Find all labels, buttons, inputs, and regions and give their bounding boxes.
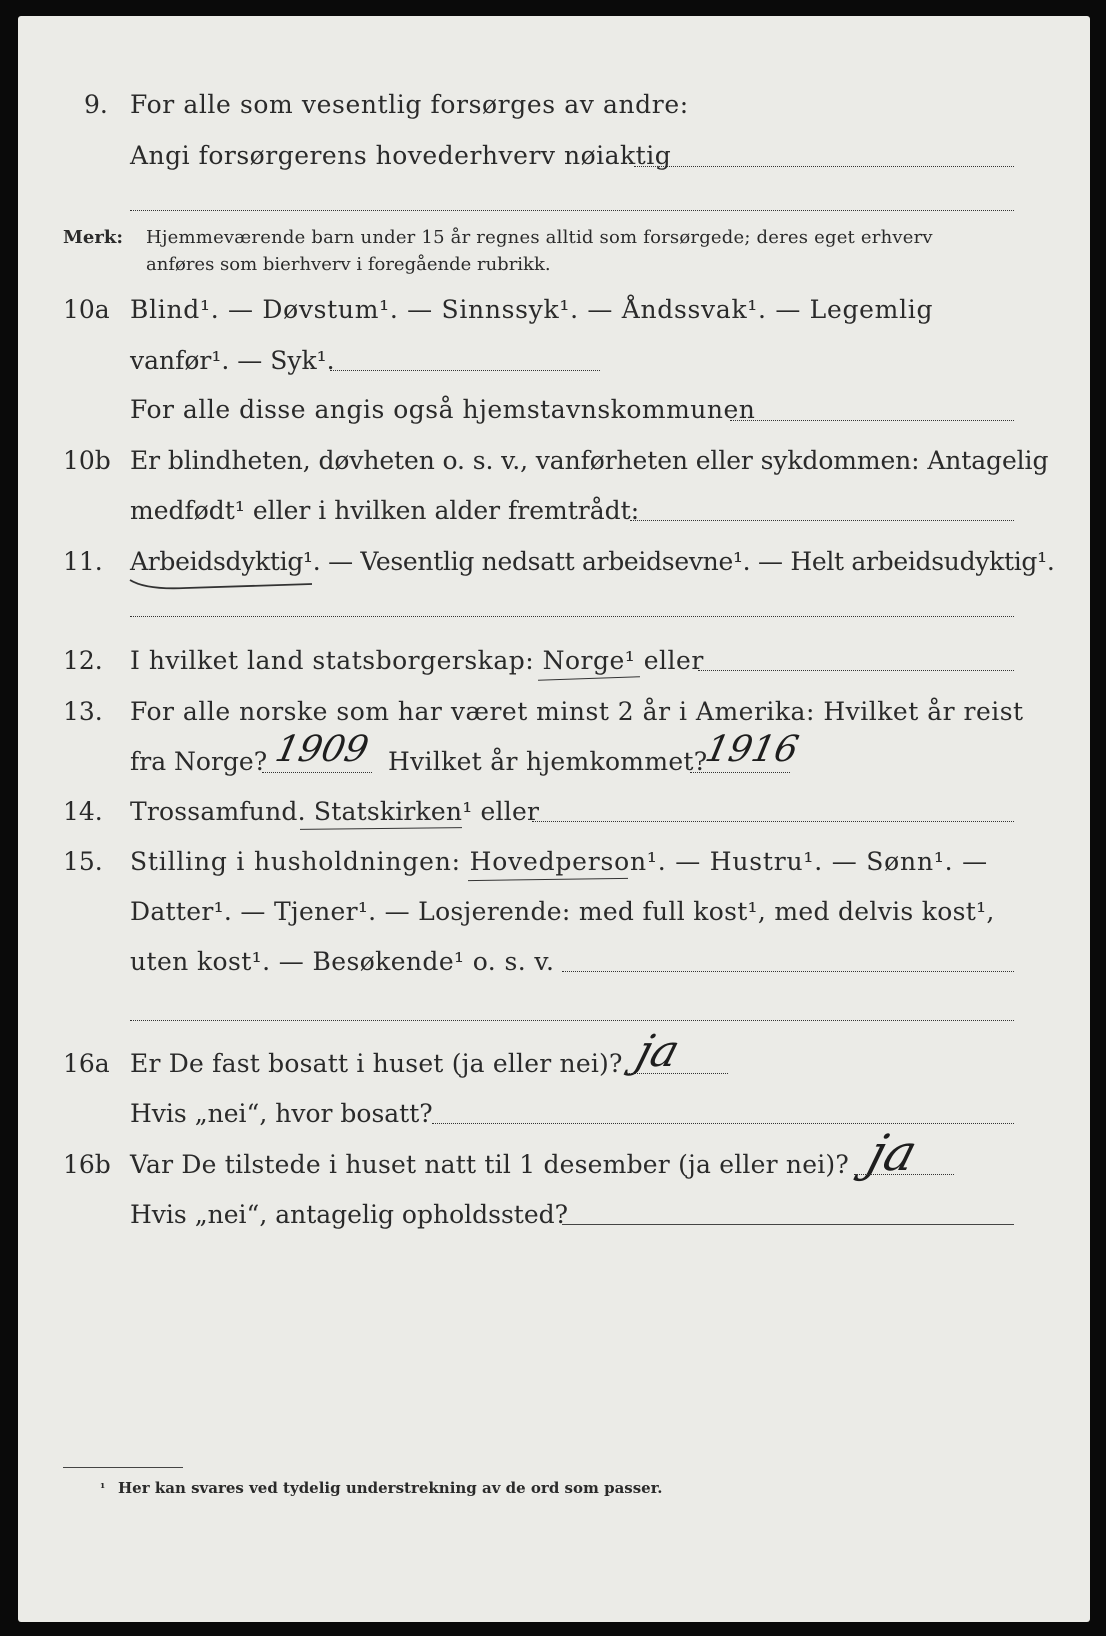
q13-handwritten-year-return: 1916	[701, 729, 803, 770]
q15-line1: Stilling i husholdningen: Hovedperson¹. — Hustru¹. — Sønn¹. —	[130, 847, 988, 876]
q12-answer-line	[698, 670, 1014, 671]
q13-line2b: Hvilket år hjemkommet?	[388, 747, 708, 776]
q16a-where-line	[432, 1123, 1014, 1124]
q16b-line2: Hvis „nei“, antagelig opholdssted?	[130, 1200, 569, 1229]
q16a-handwritten-answer: ja	[630, 1026, 686, 1077]
q13-return-line	[690, 772, 790, 773]
q10a-syk-line	[330, 370, 600, 371]
q13-left-line	[262, 772, 372, 773]
q12-line1: I hvilket land statsborgerskap: Norge¹ eller	[130, 646, 704, 675]
q11-line1: Arbeidsdyktig¹. — Vesentlig nedsatt arbeidsevne¹. — Helt arbeidsudyktig¹.	[130, 547, 1055, 576]
q11-number: 11.	[63, 547, 103, 576]
q10b-line2: medfødt¹ eller i hvilken alder fremtrådt:	[130, 496, 640, 525]
q9-extra-line	[130, 210, 1014, 211]
footnote-text: Her kan svares ved tydelig understrekning av de ord som passer.	[118, 1479, 663, 1497]
q9-line1: For alle som vesentlig forsørges av andre:	[130, 90, 689, 119]
q10a-home-line	[730, 420, 1014, 421]
q10b-number: 10b	[63, 446, 111, 475]
footnote-divider	[63, 1467, 183, 1468]
q16b-answer-line	[854, 1174, 954, 1175]
q16a-number: 16a	[63, 1049, 110, 1078]
q16b-handwritten-answer: ja	[861, 1124, 924, 1182]
q16b-number: 16b	[63, 1150, 111, 1179]
q14-statskirken-underline	[300, 827, 462, 830]
q9-answer-line	[634, 166, 1014, 167]
q16b-where-line	[562, 1224, 1014, 1225]
q16b-line1: Var De tilstede i huset natt til 1 desember (ja eller nei)?	[130, 1150, 849, 1179]
q10a-line3: For alle disse angis også hjemstavnskommunen	[130, 395, 756, 424]
q16a-line1: Er De fast bosatt i huset (ja eller nei)?	[130, 1049, 623, 1078]
q16a-line2: Hvis „nei“, hvor bosatt?	[130, 1099, 433, 1128]
q12-number: 12.	[63, 646, 103, 675]
q9-number: 9.	[84, 90, 108, 119]
merk-line2: anføres som bierhverv i foregående rubrikk.	[146, 254, 551, 275]
q15-line3: uten kost¹. — Besøkende¹ o. s. v.	[130, 947, 555, 976]
census-form-page	[18, 16, 1090, 1622]
q13-line2a: fra Norge?	[130, 747, 268, 776]
q14-number: 14.	[63, 797, 103, 826]
q9-line2: Angi forsørgerens hovederhverv nøiaktig	[130, 141, 672, 170]
q16a-answer-line	[624, 1073, 728, 1074]
footnote-mark: ¹	[100, 1481, 106, 1495]
q11-handwritten-underline	[126, 574, 316, 594]
merk-line1: Hjemmeværende barn under 15 år regnes alltid som forsørgede; deres eget erhverv	[146, 227, 933, 248]
q13-line1: For alle norske som har været minst 2 år i Amerika: Hvilket år reist	[130, 697, 1024, 726]
q10a-number: 10a	[63, 295, 110, 324]
q14-answer-line	[532, 821, 1014, 822]
q13-number: 13.	[63, 697, 103, 726]
q13-handwritten-year-left: 1909	[271, 729, 373, 770]
q15-hovedperson-underline	[468, 878, 628, 881]
q10b-line1: Er blindheten, døvheten o. s. v., vanførheten eller sykdommen: Antagelig	[130, 446, 1049, 475]
q14-line1: Trossamfund. Statskirken¹ eller	[130, 797, 540, 826]
q15-extra-line	[130, 1020, 1014, 1021]
q10a-line1: Blind¹. — Døvstum¹. — Sinnssyk¹. — Åndssvak¹. — Legemlig	[130, 295, 934, 324]
q11-extra-line	[130, 616, 1014, 617]
q15-line2: Datter¹. — Tjener¹. — Losjerende: med full kost¹, med delvis kost¹,	[130, 897, 995, 926]
q10b-answer-line	[630, 520, 1014, 521]
q15-answer-line	[562, 971, 1014, 972]
q12-norge-underline	[538, 676, 640, 681]
merk-label: Merk:	[63, 227, 123, 248]
q15-number: 15.	[63, 847, 103, 876]
q10a-line2: vanfør¹. — Syk¹.	[130, 346, 335, 375]
